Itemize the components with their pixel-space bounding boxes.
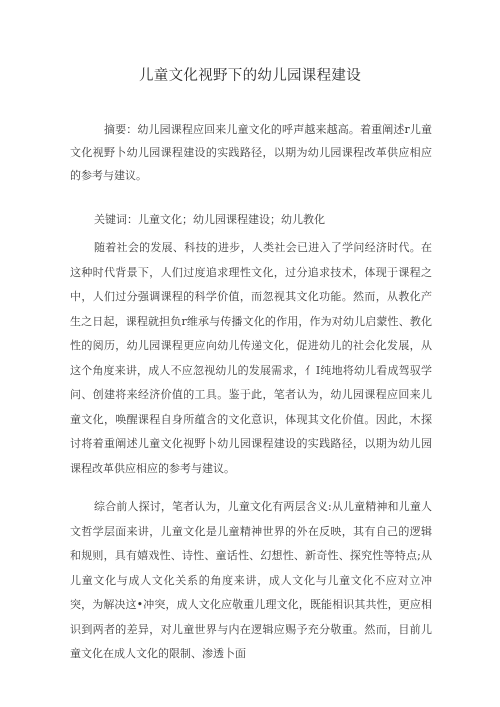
keywords: 关键词：儿童文化；幼儿园课程建设；幼儿教化 (94, 213, 325, 226)
body-paragraph: 随着社会的发展、科技的进步，人类社会已进入了学问经济时代。在这种时代背景下，人们过度追求理性文化，过分追求技术，体现于课程之中，人们过分强调课程的科学价值，而忽视其文化功能。然而，从教化产生之日起，课程就担负r维承与传播文化的作用，作为对幼儿启蒙性、教化性的阅历，幼儿园课程更应向幼儿传递文化，促进幼儿的社会化发展，从这个角度来讲，成人不应忽视幼儿的发展需求，亻I纯地将幼儿看成驾驭学问、创建将来经济价值的工具。鉴于此，笔者认为，幼儿园课程应回来儿童文化，唤醒课程自身所蕴含的文化意识，体现其文化价值。因此，木探讨将着重阐述儿童文化视野卜幼儿园课程建设的实践路径，以期为幼儿园课程改革供应相应的参考与建议。 (70, 241, 432, 475)
document-title: 儿童文化视野下的幼儿园课程建设 (139, 68, 361, 84)
abstract: 摘要：幼儿园课程应回来儿童文化的呼声越来越高。着重阐述r儿童文化视野卜幼儿园课程建设的实践路径，以期为幼儿园课程改革供应相应的参考与建议。 (70, 123, 432, 182)
body-paragraph: 综合前人探讨，笔者认为，儿童文化有两层含义:从儿童精神和儿童人文哲学层面来讲，儿童文化是儿童精神世界的外在反映，其有自己的逻辑和规则，具有嬉戏性、诗性、童话性、幻想性、新奇性、探究性等特点;从儿童文化与成人文化关系的角度来讲，成人文化与儿童文化不应对立冲突，为解决这•冲突，成人文化应敬重儿理文化，既能相识其共性，更应相识到两者的差异，对儿童世界与内在逻辑应赐予充分敬重。然而，目前儿童文化在成人文化的限制、渗透卜面 (70, 500, 432, 660)
